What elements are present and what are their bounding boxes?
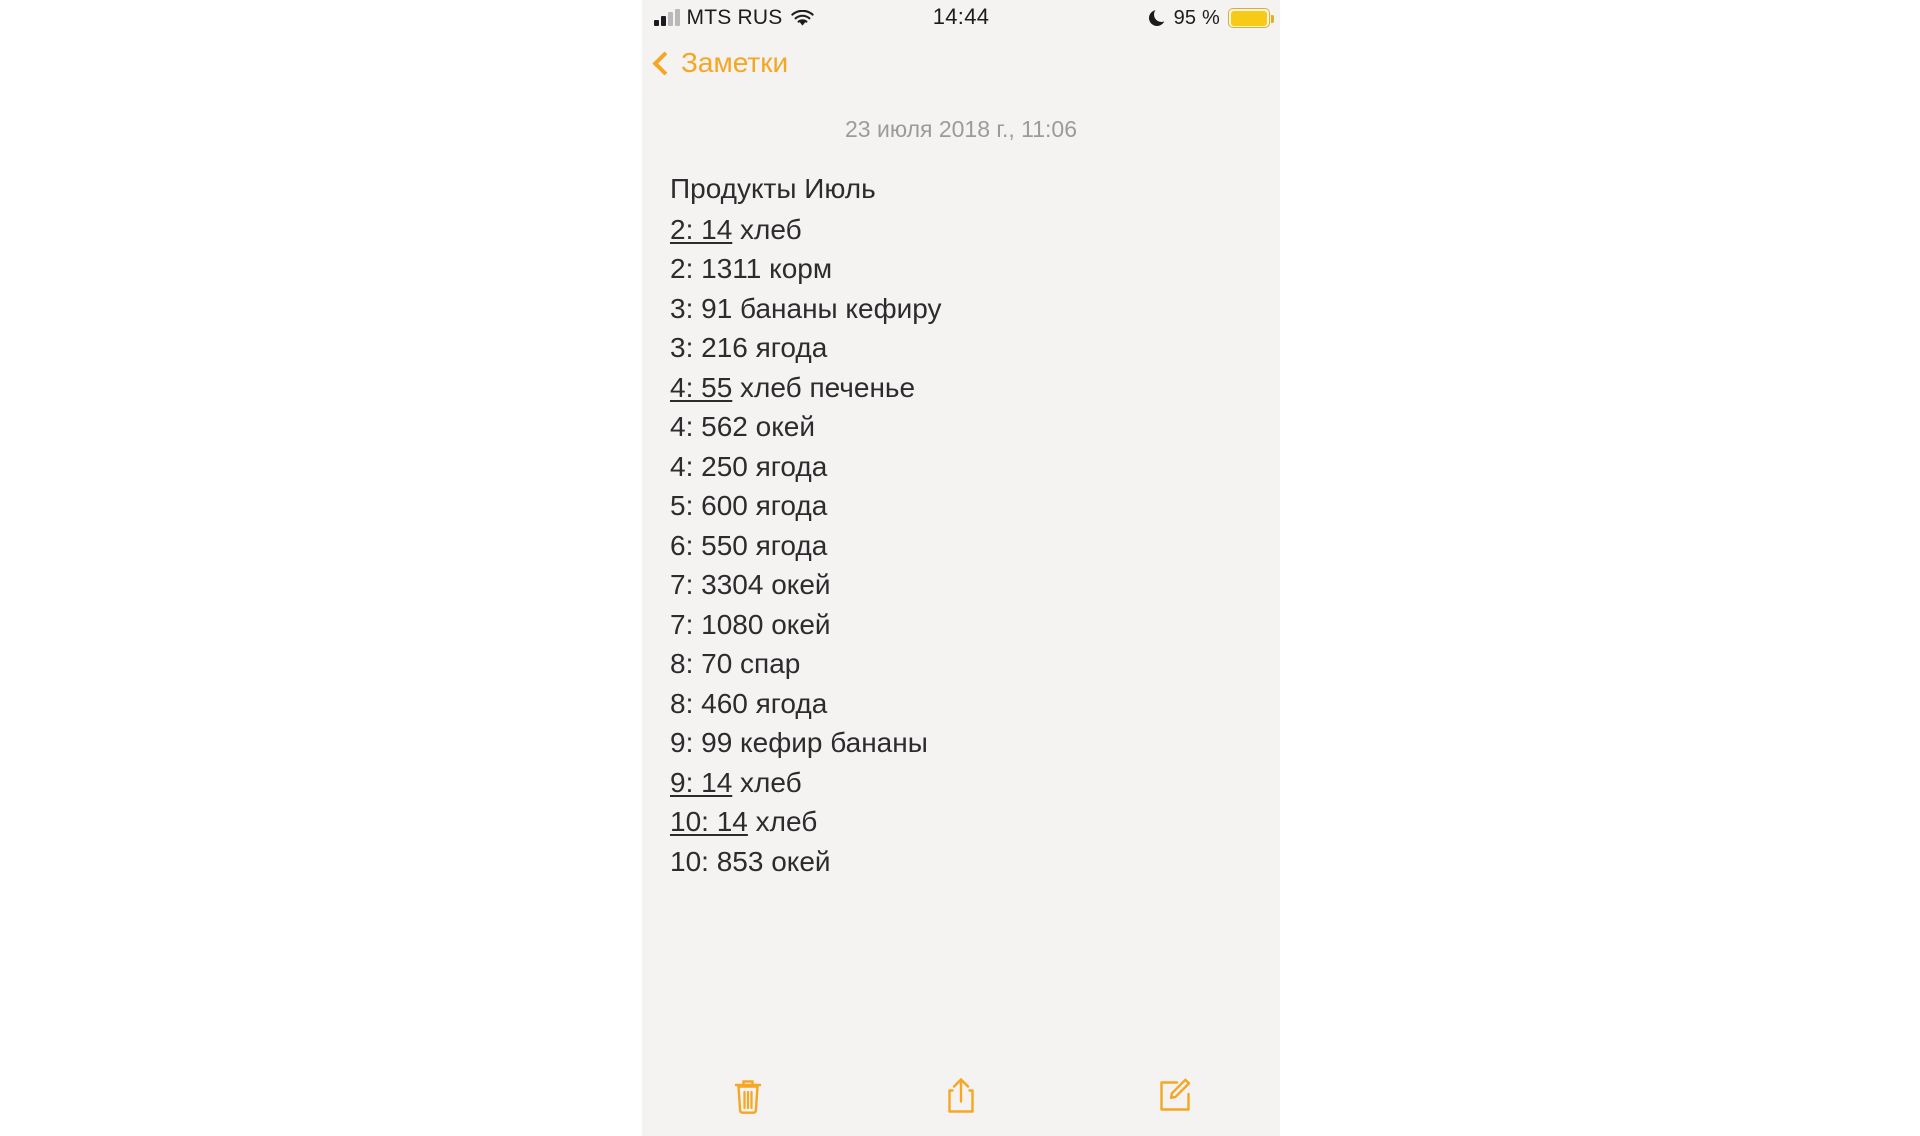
chevron-left-icon [652, 51, 676, 75]
note-line-text: ягода [747, 450, 828, 482]
note-line-text: хлеб печенье [732, 371, 916, 403]
share-icon[interactable] [926, 1066, 996, 1126]
note-line [670, 723, 1252, 763]
note-line-prefix: 4: 250 [670, 450, 748, 482]
note-line [670, 407, 1252, 447]
note-line-text: корм [761, 253, 833, 284]
note-line [670, 486, 1252, 526]
note-line [670, 565, 1252, 605]
carrier-label: MTS RUS [686, 6, 783, 29]
note-line-prefix: 5: 600 [670, 490, 748, 521]
note-line-text: окей [763, 845, 831, 877]
note-line-text: хлеб [732, 766, 802, 798]
moon-icon [1149, 10, 1166, 27]
note-timestamp: 23 июля 2018 г., 11:06 [845, 116, 1077, 142]
note-line [670, 763, 1252, 803]
note-line-prefix: 4: 55 [670, 371, 733, 403]
note-line [670, 605, 1252, 645]
battery-percent-label: 95 % [1173, 6, 1220, 29]
note-line-text: окей [747, 411, 815, 442]
note-line-prefix: 10: 853 [670, 845, 764, 877]
navigation-bar [642, 36, 1280, 90]
note-line-text: ягода [747, 490, 828, 521]
note-line [670, 526, 1252, 566]
note-line [670, 328, 1252, 368]
note-line-prefix: 2: 1311 [670, 253, 762, 284]
note-line-text: спар [732, 648, 801, 679]
note-line [670, 289, 1252, 329]
back-to-notes-button[interactable] [656, 47, 788, 79]
trash-icon[interactable] [713, 1066, 783, 1126]
note-line-text: хлеб [747, 806, 818, 837]
note-line-prefix: 7: 1080 [670, 608, 764, 640]
note-line-prefix: 6: 550 [670, 529, 748, 561]
note-line-prefix: 8: 460 [670, 687, 748, 719]
status-bar-right [1149, 0, 1270, 36]
note-line-prefix: 10: 14 [670, 806, 748, 837]
status-bar [642, 0, 1280, 36]
back-button-label: Заметки [681, 47, 789, 78]
note-line-text: хлеб [732, 213, 802, 245]
note-line [670, 447, 1252, 487]
note-line-text: окей [763, 608, 831, 640]
bottom-toolbar [642, 1056, 1280, 1136]
note-line-text: ягода [747, 529, 828, 561]
note-line-prefix: 8: 70 [670, 648, 733, 679]
phone-screen [642, 0, 1280, 1136]
note-line-prefix: 7: 3304 [670, 569, 764, 600]
note-line [670, 842, 1252, 882]
note-line [670, 684, 1252, 724]
note-line-prefix: 2: 14 [670, 213, 733, 245]
note-line-text: ягода [747, 687, 828, 719]
note-line [670, 210, 1252, 250]
note-content[interactable] [642, 169, 1280, 881]
note-line-prefix: 9: 14 [670, 766, 733, 798]
note-line-text: ягода [747, 332, 828, 363]
compose-icon[interactable] [1139, 1066, 1209, 1126]
note-line-text: кефир бананы [732, 727, 928, 758]
note-line-prefix: 3: 216 [670, 332, 748, 363]
note-line-prefix: 3: 91 [670, 292, 733, 324]
note-line-prefix: 4: 562 [670, 411, 748, 442]
note-line-text: окей [763, 569, 831, 600]
note-lines [670, 210, 1252, 882]
note-title: Продукты Июль [670, 173, 876, 204]
note-line [670, 249, 1252, 289]
note-line [670, 644, 1252, 684]
status-bar-clock: 14:44 [932, 4, 990, 29]
note-line [670, 368, 1252, 408]
note-line [670, 802, 1252, 842]
battery-icon [1228, 8, 1270, 28]
note-line-prefix: 9: 99 [670, 727, 733, 758]
note-line-text: бананы кефиру [732, 292, 942, 324]
